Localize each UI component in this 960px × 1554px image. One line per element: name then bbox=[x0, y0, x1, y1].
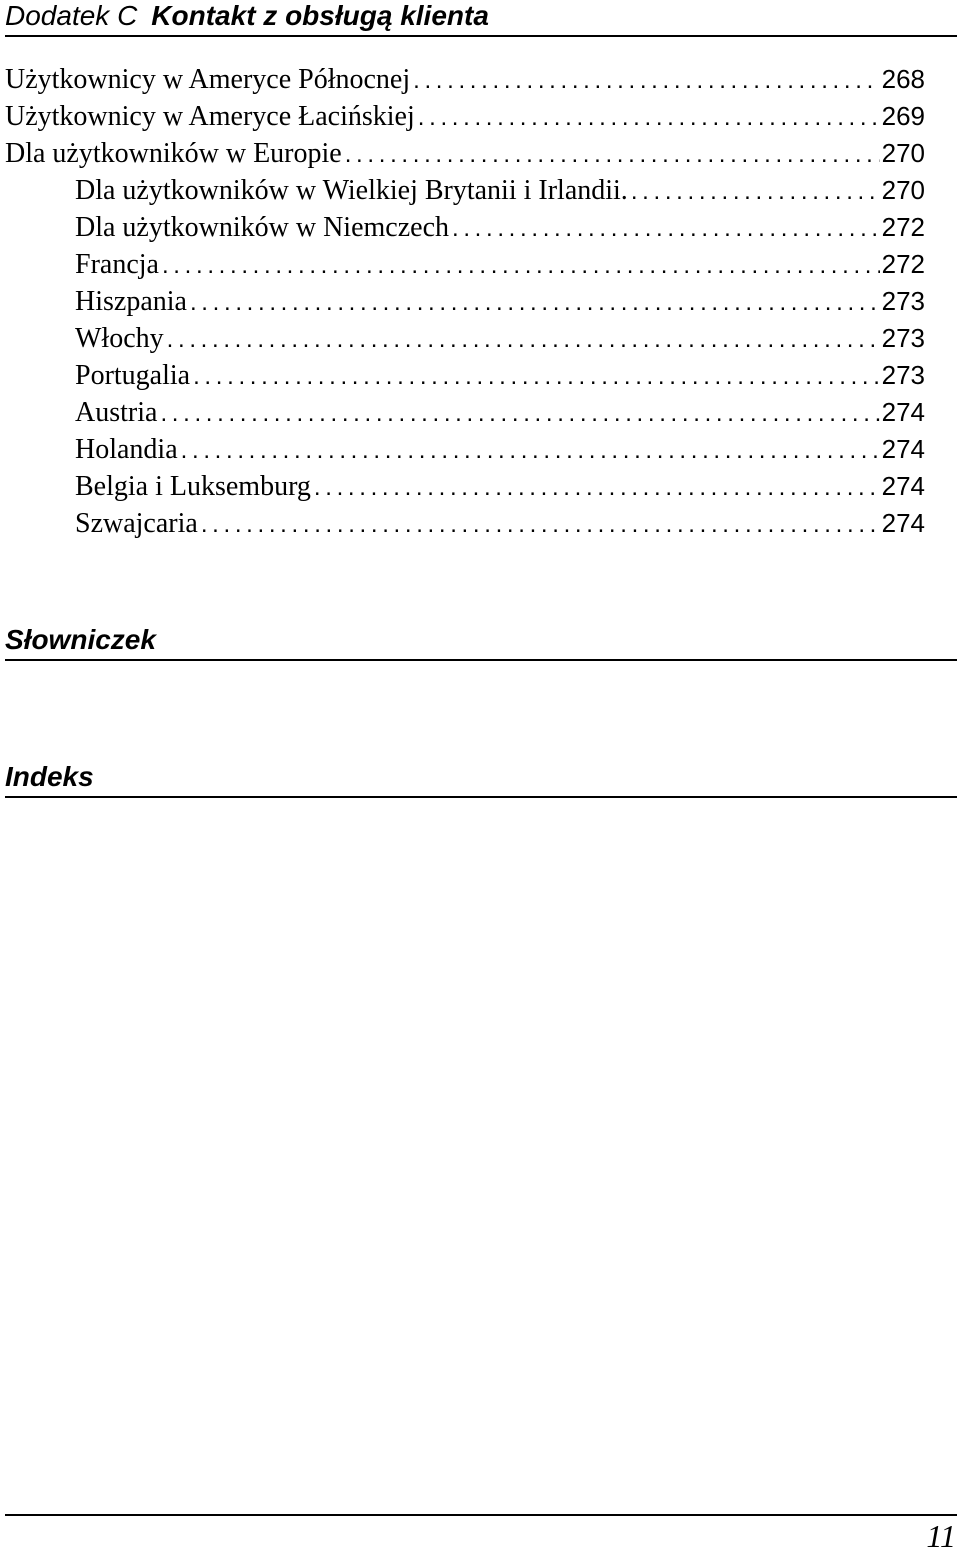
toc-leader bbox=[410, 62, 879, 98]
toc-entry-label: Austria bbox=[75, 397, 158, 428]
toc-entry-label: Szwajcaria bbox=[75, 508, 198, 539]
footer-rule bbox=[5, 1514, 957, 1516]
toc-leader bbox=[311, 469, 880, 505]
toc-entry[interactable] bbox=[5, 357, 925, 394]
toc-leader bbox=[190, 358, 880, 394]
toc-entry[interactable] bbox=[5, 172, 925, 209]
toc-entry[interactable] bbox=[5, 246, 925, 283]
toc-entry-page: 274 bbox=[881, 471, 925, 501]
toc-leader bbox=[178, 432, 880, 468]
toc-entry[interactable] bbox=[5, 320, 925, 357]
toc-entry-page: 273 bbox=[881, 360, 925, 390]
toc-entry-label: Hiszpania bbox=[75, 286, 187, 317]
toc-entry[interactable] bbox=[5, 61, 925, 98]
toc-entry-label: Francja bbox=[75, 249, 159, 280]
toc-entry-page: 274 bbox=[881, 434, 925, 464]
toc-entry-label: Użytkownicy w Ameryce Łacińskiej bbox=[5, 101, 415, 132]
toc-leader bbox=[164, 321, 880, 357]
toc-entry[interactable] bbox=[5, 209, 925, 246]
toc-entry-label: Portugalia bbox=[75, 360, 191, 391]
toc-entry-page: 268 bbox=[881, 64, 925, 94]
appendix-label: Dodatek C bbox=[5, 0, 138, 31]
toc-entry[interactable] bbox=[5, 431, 925, 468]
toc-entry[interactable] bbox=[5, 283, 925, 320]
toc-entry-page: 272 bbox=[881, 212, 925, 242]
toc-entry-page: 273 bbox=[881, 286, 925, 316]
toc-entry[interactable] bbox=[5, 505, 925, 542]
toc-leader bbox=[415, 99, 880, 135]
toc-entry-page: 270 bbox=[881, 175, 925, 205]
toc-entry[interactable] bbox=[5, 98, 925, 135]
toc-leader bbox=[628, 173, 880, 209]
toc-entry-page: 269 bbox=[881, 101, 925, 131]
toc-entry-label: Holandia bbox=[75, 434, 178, 465]
toc-leader bbox=[198, 506, 880, 542]
toc-entry-page: 270 bbox=[881, 138, 925, 168]
toc-entry-page: 272 bbox=[881, 249, 925, 279]
toc-leader bbox=[157, 395, 879, 431]
index-title: Indeks bbox=[5, 761, 94, 792]
toc-entry-label: Dla użytkowników w Niemczech bbox=[75, 212, 449, 243]
toc-entry-label: Dla użytkowników w Europie bbox=[5, 138, 342, 169]
toc-leader bbox=[449, 210, 880, 246]
toc-entry-label: Włochy bbox=[75, 323, 164, 354]
toc-leader bbox=[342, 136, 880, 172]
section-heading-slowniczek[interactable] bbox=[5, 624, 957, 661]
page-number: 11 bbox=[926, 1518, 956, 1554]
toc-leader bbox=[159, 247, 880, 283]
toc-leader bbox=[187, 284, 880, 320]
toc-entry-label: Użytkownicy w Ameryce Północnej bbox=[5, 64, 411, 95]
toc-entry[interactable] bbox=[5, 468, 925, 505]
toc-entry-page: 274 bbox=[881, 397, 925, 427]
toc-entry[interactable] bbox=[5, 394, 925, 431]
glossary-title: Słowniczek bbox=[5, 624, 156, 655]
appendix-title: Kontakt z obsługą klienta bbox=[151, 0, 489, 31]
section-heading-indeks[interactable] bbox=[5, 761, 957, 798]
toc-entry-label: Dla użytkowników w Wielkiej Brytanii i Irlandii. bbox=[75, 175, 628, 206]
toc-entry-page: 273 bbox=[881, 323, 925, 353]
toc-entry[interactable] bbox=[5, 135, 925, 172]
section-heading-kontakt bbox=[5, 0, 957, 37]
toc-entry-label: Belgia i Luksemburg bbox=[75, 471, 311, 502]
table-of-contents bbox=[5, 61, 925, 542]
toc-entry-page: 274 bbox=[881, 508, 925, 538]
